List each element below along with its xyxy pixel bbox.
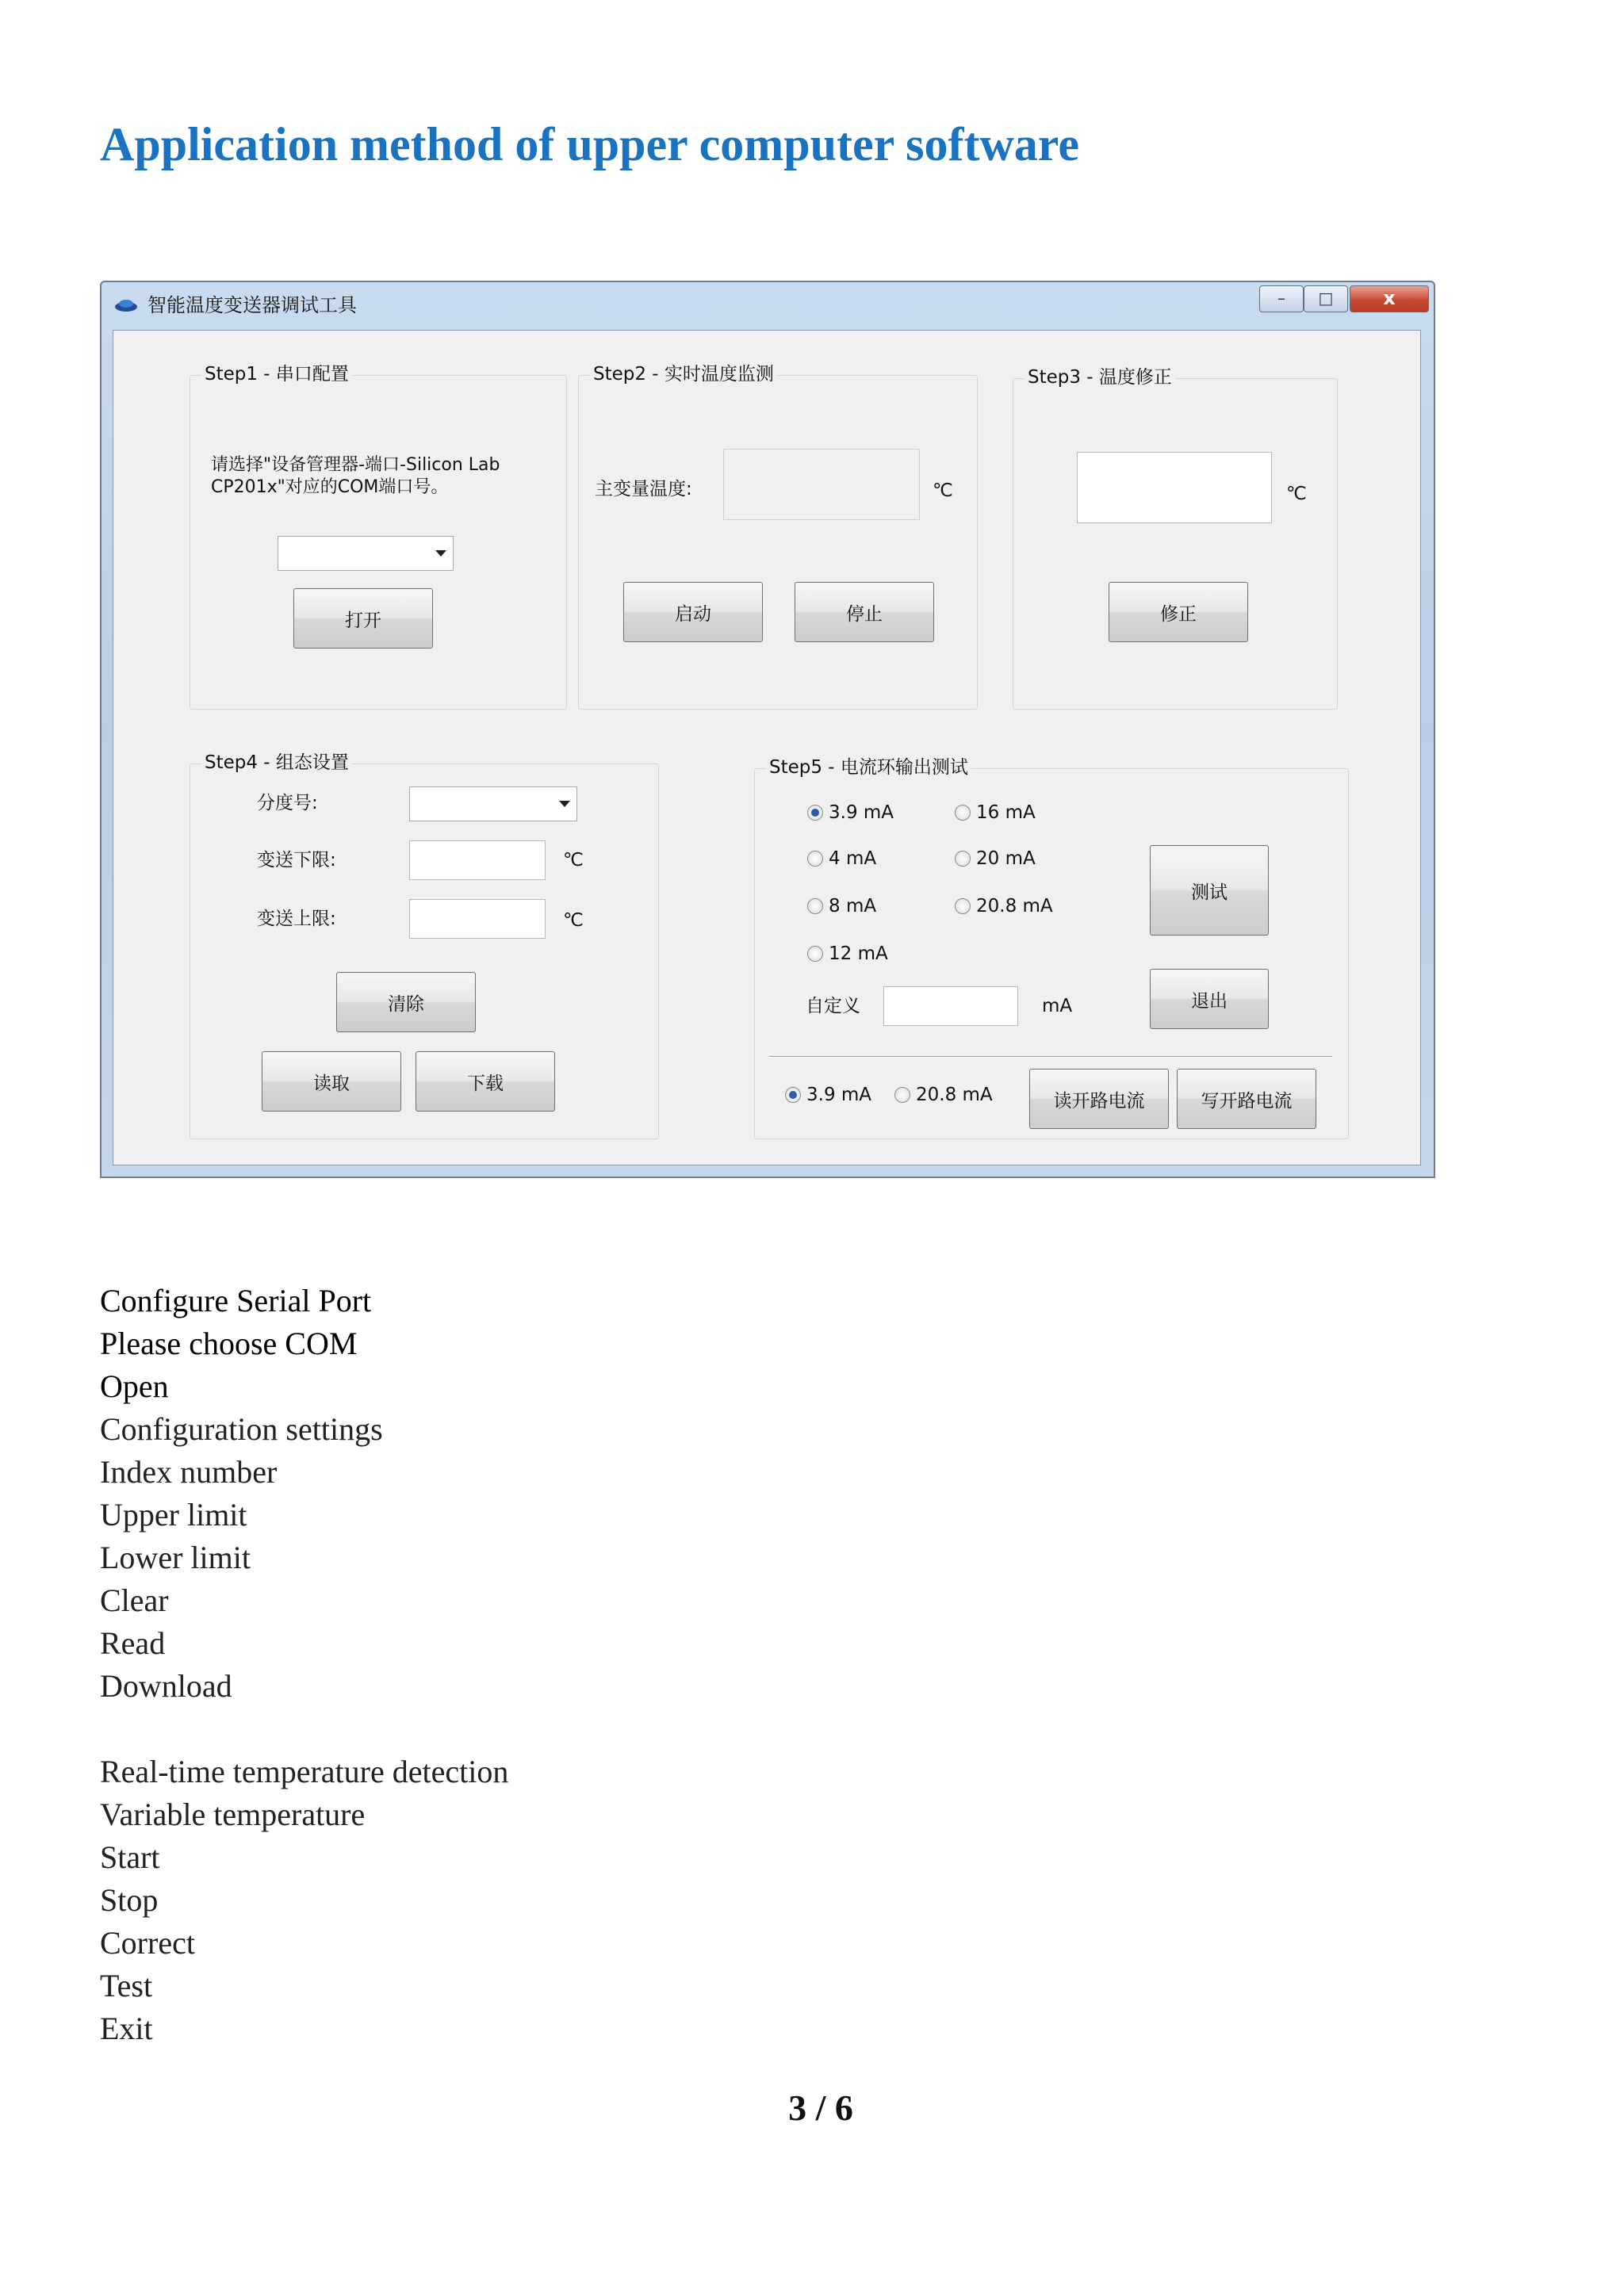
step3-group: [1013, 367, 1338, 710]
radio-icon: [955, 805, 971, 821]
step5-group: [754, 757, 1349, 1139]
lower-limit-input[interactable]: [409, 840, 546, 880]
list-item: Variable temperature: [100, 1797, 366, 1832]
step1-label: Step1 - 串口配置: [201, 362, 352, 387]
list-item: Upper limit: [100, 1497, 247, 1533]
upper-limit-input[interactable]: [409, 899, 546, 939]
document-title: Application method of upper computer software: [100, 118, 1079, 170]
page-number: 3 / 6: [788, 2087, 853, 2128]
list-item: Please choose COM: [100, 1326, 358, 1361]
main-temp-label: 主变量温度:: [595, 479, 692, 499]
minimize-button[interactable]: –: [1259, 285, 1304, 312]
radio-20ma[interactable]: 20 mA: [955, 848, 1036, 869]
list-item: Exit: [100, 2011, 153, 2046]
open-circuit-radio-20-8ma[interactable]: 20.8 mA: [894, 1085, 993, 1105]
step1-instruction-line1: 请选择"设备管理器-端口-Silicon Lab: [211, 455, 500, 475]
com-port-select[interactable]: [278, 536, 454, 571]
radio-icon: [807, 946, 823, 962]
custom-label: 自定义: [806, 996, 860, 1016]
radio-icon: [807, 898, 823, 914]
list-item: Test: [100, 1968, 153, 2003]
app-window: [100, 281, 1435, 1178]
radio-icon: [807, 851, 823, 867]
list-item: Start: [100, 1839, 160, 1875]
radio-icon: [894, 1087, 910, 1103]
list-item: Read: [100, 1625, 166, 1661]
radio-3-9ma[interactable]: 3.9 mA: [807, 802, 894, 823]
radio-8ma[interactable]: 8 mA: [807, 896, 876, 916]
correction-input[interactable]: [1077, 452, 1272, 523]
upper-limit-label: 变送上限:: [257, 909, 336, 929]
radio-selected-icon: [807, 805, 823, 821]
read-button[interactable]: 读取: [262, 1051, 401, 1112]
list-item: Clear: [100, 1582, 169, 1618]
custom-current-input[interactable]: [883, 986, 1018, 1026]
read-open-current-button[interactable]: 读开路电流: [1029, 1069, 1169, 1129]
radio-12ma[interactable]: 12 mA: [807, 943, 888, 964]
main-temp-display: [723, 449, 920, 520]
step4-label: Step4 - 组态设置: [201, 750, 352, 775]
step3-label: Step3 - 温度修正: [1025, 365, 1175, 390]
custom-unit: mA: [1042, 996, 1073, 1016]
list-item: Lower limit: [100, 1540, 251, 1575]
radio-icon: [955, 851, 971, 867]
separator: [769, 1056, 1332, 1058]
step2-group: [578, 364, 978, 710]
write-open-current-button[interactable]: 写开路电流: [1177, 1069, 1316, 1129]
stop-button[interactable]: 停止: [795, 582, 934, 642]
step4-group: [190, 752, 659, 1139]
app-icon: [114, 298, 138, 312]
list-spacer: [100, 1708, 508, 1751]
step5-label: Step5 - 电流环输出测试: [766, 755, 971, 780]
window-client-area: [113, 330, 1421, 1165]
open-circuit-radio-3-9ma[interactable]: 3.9 mA: [785, 1085, 871, 1105]
radio-icon: [955, 898, 971, 914]
step1-group: [190, 364, 567, 710]
open-button[interactable]: 打开: [293, 588, 433, 649]
list-item: Download: [100, 1668, 232, 1704]
maximize-button[interactable]: □: [1304, 285, 1348, 312]
close-button[interactable]: x: [1350, 285, 1429, 312]
upper-limit-unit: ℃: [563, 910, 584, 931]
lower-limit-label: 变送下限:: [257, 850, 336, 871]
list-item: Real-time temperature detection: [100, 1754, 509, 1789]
clear-button[interactable]: 清除: [336, 972, 476, 1032]
step1-instruction-line2: CP201x"对应的COM端口号。: [211, 477, 449, 497]
translation-list: [100, 1280, 508, 2050]
index-number-label: 分度号:: [257, 793, 318, 813]
window-title: 智能温度变送器调试工具: [147, 294, 357, 316]
window-titlebar[interactable]: [102, 282, 1434, 328]
radio-4ma[interactable]: 4 mA: [807, 848, 876, 869]
exit-button[interactable]: 退出: [1150, 969, 1269, 1029]
list-item: Open: [100, 1368, 169, 1404]
radio-selected-icon: [785, 1087, 801, 1103]
list-item: Index number: [100, 1454, 278, 1490]
list-item: Configure Serial Port: [100, 1283, 372, 1318]
start-button[interactable]: 启动: [623, 582, 763, 642]
step3-unit: ℃: [1286, 484, 1307, 504]
list-item: Correct: [100, 1925, 195, 1961]
radio-20-8ma[interactable]: 20.8 mA: [955, 896, 1053, 916]
chevron-down-icon: [435, 550, 446, 557]
list-item: Configuration settings: [100, 1411, 383, 1447]
radio-16ma[interactable]: 16 mA: [955, 802, 1036, 823]
correct-button[interactable]: 修正: [1109, 582, 1248, 642]
list-item: Stop: [100, 1882, 159, 1918]
step2-label: Step2 - 实时温度监测: [590, 362, 777, 387]
index-number-select[interactable]: [409, 786, 577, 821]
download-button[interactable]: 下载: [416, 1051, 555, 1112]
chevron-down-icon: [559, 801, 570, 807]
lower-limit-unit: ℃: [563, 850, 584, 871]
step2-unit: ℃: [933, 480, 953, 501]
test-button[interactable]: 测试: [1150, 845, 1269, 936]
